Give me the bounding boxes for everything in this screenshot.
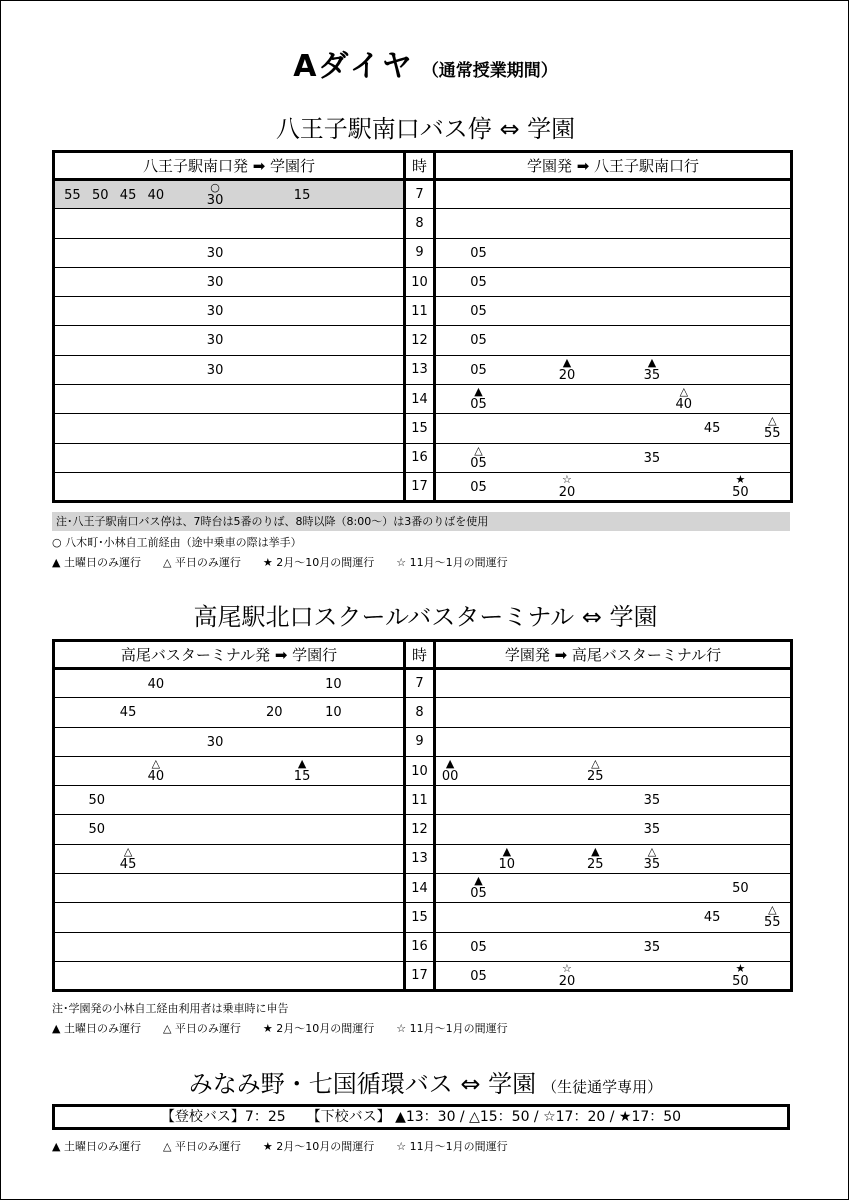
hour-cell: 8 [405, 209, 435, 238]
departure-minute: 05 [470, 362, 487, 378]
hachioji-outbound-departure [199, 305, 231, 318]
hachioji-outbound-cell [54, 326, 405, 355]
takao-inbound-cell [435, 932, 792, 961]
departure-minute: 05 [470, 886, 487, 902]
hachioji-inbound-departure [462, 386, 494, 411]
takao-outbound-cell [54, 786, 405, 815]
hour-cell: 16 [405, 932, 435, 961]
loop-section-title [1, 1064, 849, 1099]
timetable-row [54, 414, 792, 443]
hour-cell: 15 [405, 414, 435, 443]
takao-inbound-cell [435, 961, 792, 990]
takao-inbound-departure [636, 941, 668, 954]
departure-minute: 30 [206, 274, 224, 290]
timetable-row [54, 443, 792, 472]
departure-minute: 20 [265, 705, 283, 721]
hour-cell: 10 [405, 756, 435, 785]
service-mark-icon: ▲ [297, 756, 307, 770]
timetable-row [54, 903, 792, 932]
timetable-row [54, 472, 792, 501]
departure-minute: 20 [558, 367, 576, 383]
hour-cell: 10 [405, 267, 435, 296]
hachioji-outbound-cell [54, 180, 405, 209]
takao-note-declare: 注･学園発の小林自工経由利用者は乗車時に申告 [52, 1002, 289, 1015]
service-mark-icon: ★ [735, 961, 746, 975]
takao-outbound-departure [286, 758, 318, 783]
departure-minute: 25 [587, 768, 604, 784]
takao-header-inbound: 学園発 ➡ 高尾バスターミナル行 [435, 641, 792, 669]
departure-minute: 50 [88, 793, 106, 809]
hachioji-inbound-cell [435, 326, 792, 355]
takao-legend: ▲ 土曜日のみ運行 △ 平日のみ運行 ★ 2月～10月の間運行 ☆ 11月～1月の間運行 [52, 1022, 508, 1035]
hachioji-outbound-departure [199, 276, 231, 289]
page-title-sub: （通常授業期間） [421, 61, 558, 81]
takao-header-hour: 時 [405, 641, 435, 669]
departure-minute: 05 [470, 304, 487, 320]
departure-minute: 45 [119, 705, 137, 721]
timetable-row [54, 815, 792, 844]
departure-minute: 30 [206, 245, 224, 261]
departure-minute: 30 [206, 333, 224, 349]
takao-outbound-cell [54, 961, 405, 990]
timetable-row [54, 727, 792, 756]
takao-outbound-departure [112, 846, 144, 871]
hour-cell: 15 [405, 903, 435, 932]
service-mark-icon: ▲ [474, 385, 483, 399]
hachioji-timetable [52, 150, 793, 503]
takao-outbound-cell [54, 844, 405, 873]
hachioji-section-title: 八王子駅南口バス停 ⇔ 学園 [275, 115, 576, 143]
timetable-row [54, 238, 792, 267]
hachioji-outbound-cell [54, 297, 405, 326]
hachioji-legend: ▲ 土曜日のみ運行 △ 平日のみ運行 ★ 2月～10月の間運行 ☆ 11月～1月の間運行 [52, 556, 508, 569]
departure-minute: 50 [732, 484, 749, 500]
hachioji-outbound-departure [199, 182, 231, 207]
departure-minute: 40 [675, 397, 693, 413]
timetable-row [54, 385, 792, 414]
hour-cell: 14 [405, 874, 435, 903]
hachioji-outbound-cell [54, 472, 405, 501]
timetable-row [54, 698, 792, 727]
hachioji-inbound-departure [462, 305, 494, 318]
hour-cell: 9 [405, 238, 435, 267]
hour-cell: 12 [405, 815, 435, 844]
hachioji-inbound-cell [435, 209, 792, 238]
hachioji-outbound-departure [199, 247, 231, 260]
service-mark-icon: △ [679, 385, 689, 399]
hachioji-note-route: ○ 八木町･小林自工前経由（途中乗車の際は挙手） [52, 536, 302, 549]
hachioji-outbound-cell [54, 238, 405, 267]
page-title [1, 41, 849, 85]
hour-cell: 7 [405, 669, 435, 698]
departure-minute: 35 [643, 822, 661, 838]
timetable-row [54, 669, 792, 698]
takao-inbound-cell [435, 669, 792, 698]
departure-minute: 45 [119, 856, 137, 872]
takao-inbound-departure [636, 794, 668, 807]
timetable-row [54, 355, 792, 384]
takao-outbound-departure [140, 758, 172, 783]
departure-minute: 45 [119, 188, 137, 203]
takao-inbound-cell [435, 727, 792, 756]
hour-cell: 17 [405, 961, 435, 990]
departure-minute: 05 [470, 333, 487, 349]
takao-inbound-cell [435, 786, 792, 815]
service-mark-icon: △ [123, 844, 133, 858]
timetable-row [54, 267, 792, 296]
departure-minute: 35 [643, 450, 661, 466]
takao-inbound-cell [435, 698, 792, 727]
departure-minute: 55 [764, 915, 781, 931]
hachioji-inbound-departure [724, 474, 756, 499]
hachioji-inbound-departure [636, 452, 668, 465]
service-mark-icon: △ [474, 443, 483, 457]
departure-minute: 20 [558, 484, 576, 500]
takao-inbound-departure [462, 970, 494, 983]
hachioji-inbound-cell [435, 355, 792, 384]
takao-inbound-cell [435, 844, 792, 873]
hachioji-inbound-departure [551, 357, 583, 382]
timetable-row [54, 961, 792, 990]
departure-minute: 10 [498, 856, 516, 872]
service-mark-icon: △ [591, 756, 600, 770]
departure-minute: 15 [293, 768, 311, 784]
timetable-row [54, 297, 792, 326]
departure-minute: 50 [91, 188, 109, 203]
takao-inbound-cell [435, 756, 792, 785]
takao-section-title: 高尾駅北口スクールバスターミナル ⇔ 学園 [193, 603, 658, 631]
takao-inbound-departure [724, 882, 756, 895]
departure-minute: 20 [558, 973, 576, 989]
departure-minute: 40 [147, 188, 165, 203]
loop-legend: ▲ 土曜日のみ運行 △ 平日のみ運行 ★ 2月～10月の間運行 ☆ 11月～1月の間運行 [52, 1140, 508, 1153]
hachioji-inbound-cell [435, 238, 792, 267]
service-mark-icon: ▲ [502, 844, 512, 858]
timetable-row [54, 874, 792, 903]
hachioji-outbound-cell [54, 355, 405, 384]
service-mark-icon: ☆ [562, 961, 572, 975]
hour-cell: 13 [405, 844, 435, 873]
timetable-row [54, 844, 792, 873]
hachioji-note-platform: 注･八王子駅南口バス停は、7時台は5番のりば、8時以降（8:00～）は3番のりばを使用 [52, 512, 790, 531]
departure-minute: 45 [703, 910, 721, 926]
departure-minute: 50 [732, 881, 749, 897]
hachioji-inbound-departure [756, 415, 788, 440]
service-mark-icon: △ [768, 414, 777, 428]
takao-outbound-cell [54, 698, 405, 727]
hachioji-header-inbound: 学園発 ➡ 八王子駅南口行 [435, 152, 792, 180]
departure-minute: 40 [147, 677, 165, 692]
service-mark-icon: ▲ [591, 844, 600, 858]
departure-minute: 55 [64, 188, 81, 203]
hour-cell: 12 [405, 326, 435, 355]
departure-minute: 35 [643, 856, 661, 872]
hachioji-outbound-cell [54, 267, 405, 296]
departure-minute: 30 [206, 193, 224, 208]
departure-minute: 45 [703, 421, 721, 437]
takao-outbound-departure [199, 736, 231, 749]
hour-cell: 8 [405, 698, 435, 727]
departure-minute: 05 [470, 245, 487, 261]
hachioji-outbound-cell [54, 443, 405, 472]
departure-minute: 05 [470, 274, 487, 290]
hachioji-outbound-departure [140, 189, 172, 202]
hachioji-inbound-departure [462, 247, 494, 260]
service-mark-icon: △ [647, 844, 657, 858]
loop-section-title-sub: （生徒通学専用） [542, 1078, 663, 1096]
hour-cell: 14 [405, 385, 435, 414]
hachioji-inbound-cell [435, 472, 792, 501]
departure-minute: 15 [293, 188, 311, 203]
hachioji-inbound-cell [435, 267, 792, 296]
takao-inbound-departure [636, 846, 668, 871]
departure-minute: 05 [470, 455, 487, 471]
timetable-row [54, 756, 792, 785]
hachioji-inbound-cell [435, 180, 792, 209]
service-mark-icon: ☆ [562, 472, 572, 486]
timetable-row [54, 326, 792, 355]
hour-cell: 11 [405, 786, 435, 815]
departure-minute: 05 [470, 397, 487, 413]
departure-minute: 00 [441, 768, 459, 784]
hachioji-outbound-departure [286, 189, 318, 202]
hachioji-outbound-cell [54, 385, 405, 414]
hour-cell: 11 [405, 297, 435, 326]
hachioji-inbound-departure [462, 276, 494, 289]
service-mark-icon: ▲ [474, 874, 483, 888]
timetable-row [54, 932, 792, 961]
hachioji-inbound-departure [462, 364, 494, 377]
hachioji-inbound-cell [435, 385, 792, 414]
departure-minute: 40 [147, 768, 165, 784]
departure-minute: 30 [206, 362, 224, 378]
hachioji-inbound-cell [435, 414, 792, 443]
departure-minute: 35 [643, 793, 661, 809]
takao-outbound-cell [54, 756, 405, 785]
hachioji-header-hour: 時 [405, 152, 435, 180]
departure-minute: 05 [470, 968, 487, 984]
takao-inbound-departure [579, 846, 611, 871]
hour-cell: 9 [405, 727, 435, 756]
departure-minute: 05 [470, 939, 487, 955]
takao-inbound-departure [756, 904, 788, 929]
page-title-main: Aダイヤ [293, 49, 414, 84]
hachioji-outbound-cell [54, 414, 405, 443]
takao-outbound-departure [112, 706, 144, 719]
departure-minute: 10 [325, 705, 342, 721]
departure-minute: 55 [764, 426, 781, 442]
takao-outbound-cell [54, 815, 405, 844]
takao-inbound-departure [636, 823, 668, 836]
hachioji-inbound-departure [462, 481, 494, 494]
takao-inbound-departure [462, 875, 494, 900]
hachioji-outbound-cell [54, 209, 405, 238]
hachioji-inbound-departure [636, 357, 668, 382]
takao-timetable [52, 639, 793, 992]
hour-cell: 17 [405, 472, 435, 501]
hachioji-inbound-cell [435, 297, 792, 326]
timetable-row [54, 180, 792, 209]
hachioji-inbound-cell [435, 443, 792, 472]
takao-inbound-departure [491, 846, 523, 871]
takao-inbound-cell [435, 903, 792, 932]
service-mark-icon: ▲ [445, 756, 455, 770]
hachioji-outbound-departure [199, 364, 231, 377]
hachioji-inbound-departure [551, 474, 583, 499]
takao-outbound-departure [317, 678, 349, 691]
hour-cell: 16 [405, 443, 435, 472]
departure-minute: 10 [325, 677, 342, 692]
service-mark-icon: ○ [210, 181, 220, 194]
departure-minute: 50 [732, 973, 749, 989]
takao-outbound-cell [54, 874, 405, 903]
takao-inbound-departure [579, 758, 611, 783]
takao-inbound-departure [724, 963, 756, 988]
timetable-row [54, 786, 792, 815]
hour-cell: 7 [405, 180, 435, 209]
takao-inbound-departure [696, 911, 728, 924]
hachioji-inbound-departure [462, 445, 494, 470]
takao-outbound-cell [54, 932, 405, 961]
service-mark-icon: △ [768, 903, 777, 917]
takao-outbound-departure [81, 794, 113, 807]
takao-inbound-cell [435, 815, 792, 844]
departure-minute: 30 [206, 304, 224, 320]
service-mark-icon: ★ [735, 472, 746, 486]
takao-outbound-cell [54, 669, 405, 698]
hachioji-inbound-departure [696, 422, 728, 435]
takao-outbound-departure [317, 706, 349, 719]
departure-minute: 30 [206, 734, 224, 750]
takao-outbound-cell [54, 903, 405, 932]
hachioji-outbound-departure [199, 334, 231, 347]
takao-outbound-cell [54, 727, 405, 756]
hachioji-inbound-departure [462, 334, 494, 347]
takao-header-outbound: 高尾バスターミナル発 ➡ 学園行 [54, 641, 405, 669]
departure-minute: 05 [470, 479, 487, 495]
hour-cell: 13 [405, 355, 435, 384]
loop-schedule-box: 【登校バス】7：25 【下校バス】 ▲13：30 / △15：50 / ☆17：20 / ★17：50 [52, 1104, 790, 1130]
hachioji-header-outbound: 八王子駅南口発 ➡ 学園行 [54, 152, 405, 180]
loop-section-title-main: みなみ野・七国循環バス ⇔ 学園 [188, 1070, 537, 1098]
takao-outbound-departure [81, 823, 113, 836]
service-mark-icon: △ [151, 756, 161, 770]
service-mark-icon: ▲ [647, 355, 657, 369]
service-mark-icon: ▲ [562, 355, 572, 369]
departure-minute: 50 [88, 822, 106, 838]
departure-minute: 35 [643, 367, 661, 383]
takao-outbound-departure [258, 706, 290, 719]
takao-inbound-departure [551, 963, 583, 988]
departure-minute: 25 [587, 856, 604, 872]
timetable-row [54, 209, 792, 238]
takao-outbound-departure [140, 678, 172, 691]
takao-inbound-departure [434, 758, 466, 783]
hachioji-inbound-departure [668, 386, 700, 411]
departure-minute: 35 [643, 939, 661, 955]
takao-inbound-cell [435, 874, 792, 903]
takao-inbound-departure [462, 941, 494, 954]
